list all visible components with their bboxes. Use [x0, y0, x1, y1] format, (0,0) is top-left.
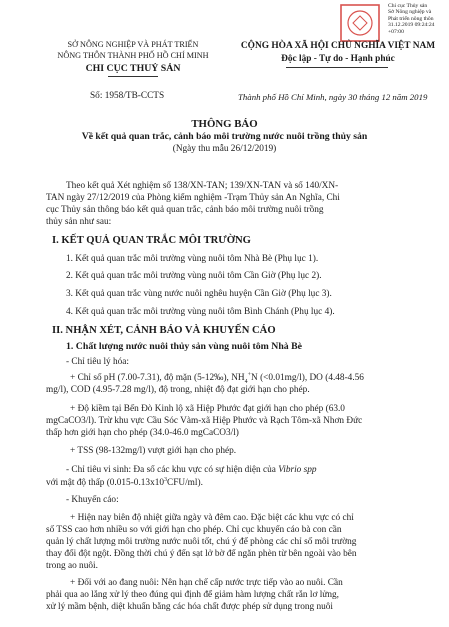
advice-1-line: thay đổi đột ngột. Đồng thời chú ý đến sạt lở bờ để ngăn phèn từ bên ngoài vào bên [46, 549, 357, 559]
advice-label: - Khuyến cáo: [66, 495, 119, 505]
agency-line-2: NÔNG THÔN THÀNH PHỐ HỒ CHÍ MINH [57, 51, 209, 60]
chem-line-2: mg/l), COD (4.95-7.28 mg/l), độ trong, nhiệt độ đạt giới hạn cho phép. [46, 385, 310, 395]
signature-line: +07:00 [388, 28, 404, 35]
sample-date: (Ngày thu mẫu 26/12/2019) [172, 144, 277, 154]
doc-number: Số: 1958/TB-CCTS [90, 91, 165, 101]
digital-signature-note [388, 3, 447, 45]
document-title: THÔNG BÁO [191, 118, 258, 130]
place-date: Thành phố Hồ Chí Minh, ngày 30 tháng 12 năm 2019 [238, 92, 428, 102]
advice-2-line: xử lý mầm bệnh, diệt khuẩn bằng các hóa chất được phép sử dụng trong nuôi [46, 602, 333, 612]
advice-1-line: + Hiện nay biên độ nhiệt giữa ngày và đêm cao. Đặc biệt các khu vực có chỉ [70, 513, 354, 523]
alk-line: mgCaCO3/l). Trừ khu vực Cầu Sóc Vàm-xã Hiệp Phước và Rạch Tôm-xã Nhơn Đức [46, 416, 363, 426]
signature-line: 31.12.2019 09:24:24 [388, 22, 435, 29]
nation-line-2: Độc lập - Tự do - Hạnh phúc [281, 54, 395, 64]
document-subtitle: Về kết quả quan trắc, cảnh báo môi trường nước nuôi trồng thủy sản [81, 131, 368, 142]
header-divider-right [286, 67, 388, 68]
header-divider-left [108, 76, 158, 77]
signature-line: Sở Nông nghiệp và [388, 9, 432, 16]
section-2-heading: II. NHẬN XÉT, CẢNH BÁO VÀ KHUYẾN CÁO [52, 325, 276, 336]
chem-line-1: + Chỉ số pH (7.00-7.31), độ mặn (5-12‰), $NH_4^+N$ (<0.01mg/l), DO (4.48-4.56 [70, 372, 364, 385]
advice-2-line: phải qua ao lắng xử lý theo đúng qui định để giảm hàm lượng chất rắn lơ lửng, [46, 590, 339, 600]
agency-unit: CHI CỤC THUỶ SẢN [85, 63, 181, 74]
section-1-item: 3. Kết quả quan trắc vùng nước nuôi nghêu huyện Cần Giờ (Phụ lục 3). [66, 289, 332, 299]
section-1-heading: I. KẾT QUẢ QUAN TRẮC MÔI TRƯỜNG [52, 235, 251, 246]
section-2-subheading: 1. Chất lượng nước nuôi thủy sản vùng nuôi tôm Nhà Bè [66, 341, 303, 352]
advice-2-line: + Đối với ao đang nuôi: Nên hạn chế cấp nước trực tiếp vào ao nuôi. Cần [70, 578, 343, 588]
section-1-item: 4. Kết quả quan trắc môi trường vùng nuôi tôm Bình Chánh (Phụ lục 4). [66, 307, 335, 317]
alk-line: + Độ kiềm tại Bến Đò Kinh lộ xã Hiệp Phước đạt giới hạn cho phép (63.0 [70, 404, 345, 414]
signature-line: Chi cục Thủy sản [388, 3, 428, 9]
micro-line-2: với mật độ thấp $(0.015-0.13x10^3CFU/ml)$. [46, 477, 203, 489]
advice-1-line: số TSS cao hơn nhiều so với giới hạn cho phép. Chỉ cục khuyến cáo bà con cần [46, 525, 342, 535]
chem-label: - Chỉ tiêu lý hóa: [66, 357, 130, 367]
tss-line: + TSS (98-132mg/l) vượt giới hạn cho phép. [70, 446, 237, 456]
agency-line-1: SỞ NÔNG NGHIỆP VÀ PHÁT TRIỂN [67, 40, 199, 49]
nation-line-1: CỘNG HÒA XÃ HỘI CHỦ NGHĨA VIỆT NAM [240, 41, 436, 51]
section-1-item: 2. Kết quả quan trắc môi trường vùng nuôi tôm Cần Giờ (Phụ lục 2). [66, 271, 322, 281]
intro-line: Theo kết quả Xét nghiệm số 138/XN-TAN; 139/XN-TAN và số 140/XN- [66, 181, 339, 191]
intro-line: TAN ngày 27/12/2019 của Phòng kiểm nghiệm -Trạm Thủy sản An Nghĩa, Chi [46, 193, 340, 203]
signature-line: Phát triển nông thôn [388, 15, 434, 22]
advice-1-line: quản lý chất lượng môi trường nước nuôi tốt, chú ý để phòng các chỉ số môi trường [46, 537, 357, 547]
intro-line: cục Thủy sản thông báo kết quả quan trắc, cảnh báo môi trường nuôi trồng [46, 205, 324, 215]
advice-1-line: trong ao nuôi. [46, 561, 98, 571]
alk-line: thấp hơn giới hạn cho phép (34.0-46.0 mgCaCO3/l) [46, 428, 239, 438]
micro-line-1: - Chỉ tiêu vi sinh: Đa số các khu vực có sự hiện diện của Vibrio spp [66, 465, 317, 475]
intro-line: thủy sản như sau: [46, 217, 112, 227]
section-1-item: 1. Kết quả quan trắc môi trường vùng nuôi tôm Nhà Bè (Phụ lục 1). [66, 254, 319, 264]
red-seal-stamp-icon [338, 2, 382, 44]
